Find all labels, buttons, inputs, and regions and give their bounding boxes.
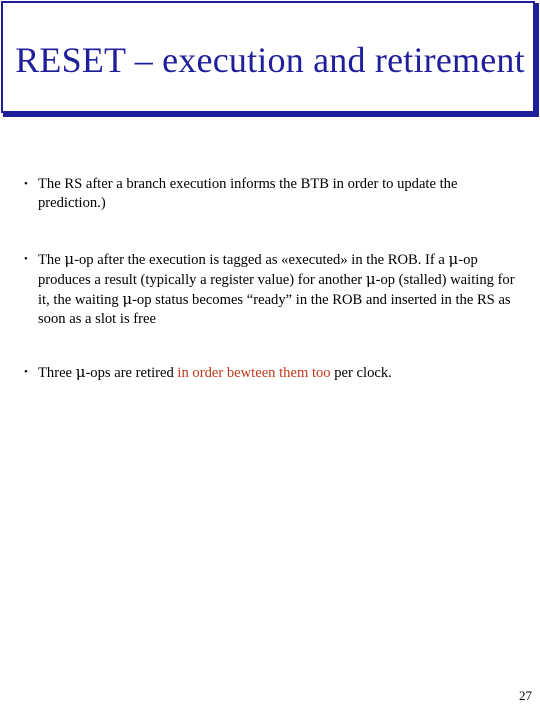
text-run: The: [38, 252, 65, 268]
highlighted-text: in order bewteen them too: [177, 365, 331, 381]
mu-symbol: μ: [64, 250, 75, 268]
bullet-item-2: [24, 250, 522, 329]
bullet-marker: •: [24, 253, 28, 265]
text-run: per clock.: [330, 365, 392, 381]
slide-title: RESET – execution and retirement: [15, 40, 525, 80]
mu-symbol: μ: [448, 250, 459, 268]
page-number: 27: [519, 688, 532, 703]
text-run: -op (stalled) waiting for it, the waiting: [38, 272, 515, 308]
text-run: -op after the execution is tagged as «executed» in the ROB. If a: [74, 252, 449, 268]
title-frame: [1, 1, 535, 113]
text-run: -op produces a result (typically a register value) for another: [38, 252, 478, 288]
title-frame-shadow-bottom: [3, 113, 537, 117]
bullet-item-1: [24, 175, 522, 213]
bullet-text: The RS after a branch execution informs the BTB in order to update the prediction.): [38, 176, 458, 211]
mu-symbol: μ: [122, 290, 133, 308]
text-run: -op status becomes “ready” in the ROB and inserted in the RS as soon as a slot is free: [38, 292, 511, 327]
bullet-item-3: [24, 363, 522, 383]
text-run: -ops are retired: [85, 365, 178, 381]
bullet-marker: •: [24, 178, 28, 190]
mu-symbol: μ: [75, 363, 86, 381]
bullet-text: [38, 363, 522, 383]
bullet-text: [38, 250, 522, 329]
mu-symbol: μ: [365, 270, 376, 288]
bullet-marker: •: [24, 366, 28, 378]
text-run: Three: [38, 365, 76, 381]
